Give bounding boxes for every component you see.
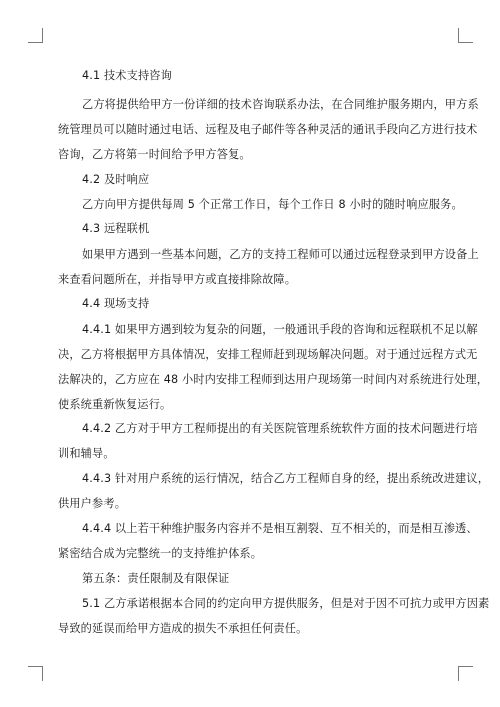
paragraph-line: 咨询，乙方将第一时间给予甲方答复。 (58, 148, 251, 161)
article-heading-5: 第五条：责任限制及有限保证 (82, 572, 230, 585)
paragraph-line: 5.1 乙方承诺根据本合同的约定向甲方提供服务，但是对于因不可抗力或甲方因素 (82, 597, 490, 610)
section-heading-4-4: 4.4 现场支持 (82, 297, 150, 310)
paragraph-line: 来查看问题所在，并指导甲方或直接排除故障。 (58, 273, 297, 286)
paragraph-line: 4.4.4 以上若干种维护服务内容并不是相互割裂、互不相关的，而是相互渗透、 (82, 522, 478, 535)
crop-mark-bottom-right (458, 666, 473, 681)
section-heading-4-1: 4.1 技术支持咨询 (82, 69, 172, 82)
section-heading-4-2: 4.2 及时响应 (82, 173, 150, 186)
paragraph-line: 决，乙方将根据甲方具体情况，安排工程师赶到现场解决问题。对于通过远程方式无 (58, 348, 478, 361)
paragraph-line: 统管理员可以随时通过电话、远程及电子邮件等各种灵活的通讯手段向乙方进行技术 (58, 123, 478, 136)
paragraph-line: 乙方向甲方提供每周 5 个正常工作日，每个工作日 8 小时的随时响应服务。 (82, 198, 463, 211)
paragraph-line: 4.4.1 如果甲方遇到较为复杂的问题，一般通讯手段的咨询和远程联机不足以解 (82, 323, 478, 336)
paragraph-line: 训和辅导。 (58, 447, 115, 460)
paragraph-line: 使系统重新恢复运行。 (58, 398, 172, 411)
crop-mark-top-left (28, 28, 43, 43)
paragraph-line: 法解决的，乙方应在 48 小时内安排工程师到达用户现场第一时间内对系统进行处理， (58, 373, 489, 386)
crop-mark-top-right (458, 28, 473, 43)
paragraph-line: 4.4.3 针对用户系统的运行情况，结合乙方工程师自身的经，提出系统改进建议， (82, 472, 490, 485)
paragraph-line: 供用户参考。 (58, 497, 127, 510)
paragraph-line: 4.4.2 乙方对于甲方工程师提出的有关医院管理系统软件方面的技术问题进行培 (82, 422, 478, 435)
paragraph-line: 乙方将提供给甲方一份详细的技术咨询联系办法，在合同维护服务期内，甲方系 (82, 98, 479, 111)
section-heading-4-3: 4.3 远程联机 (82, 222, 150, 235)
paragraph-line: 紧密结合成为完整统一的支持维护体系。 (58, 547, 263, 560)
paragraph-line: 如果甲方遇到一些基本问题，乙方的支持工程师可以通过远程登录到甲方设备上 (82, 248, 479, 261)
crop-mark-bottom-left (28, 666, 43, 681)
paragraph-line: 导致的延误而给甲方造成的损失不承担任何责任。 (58, 622, 308, 635)
